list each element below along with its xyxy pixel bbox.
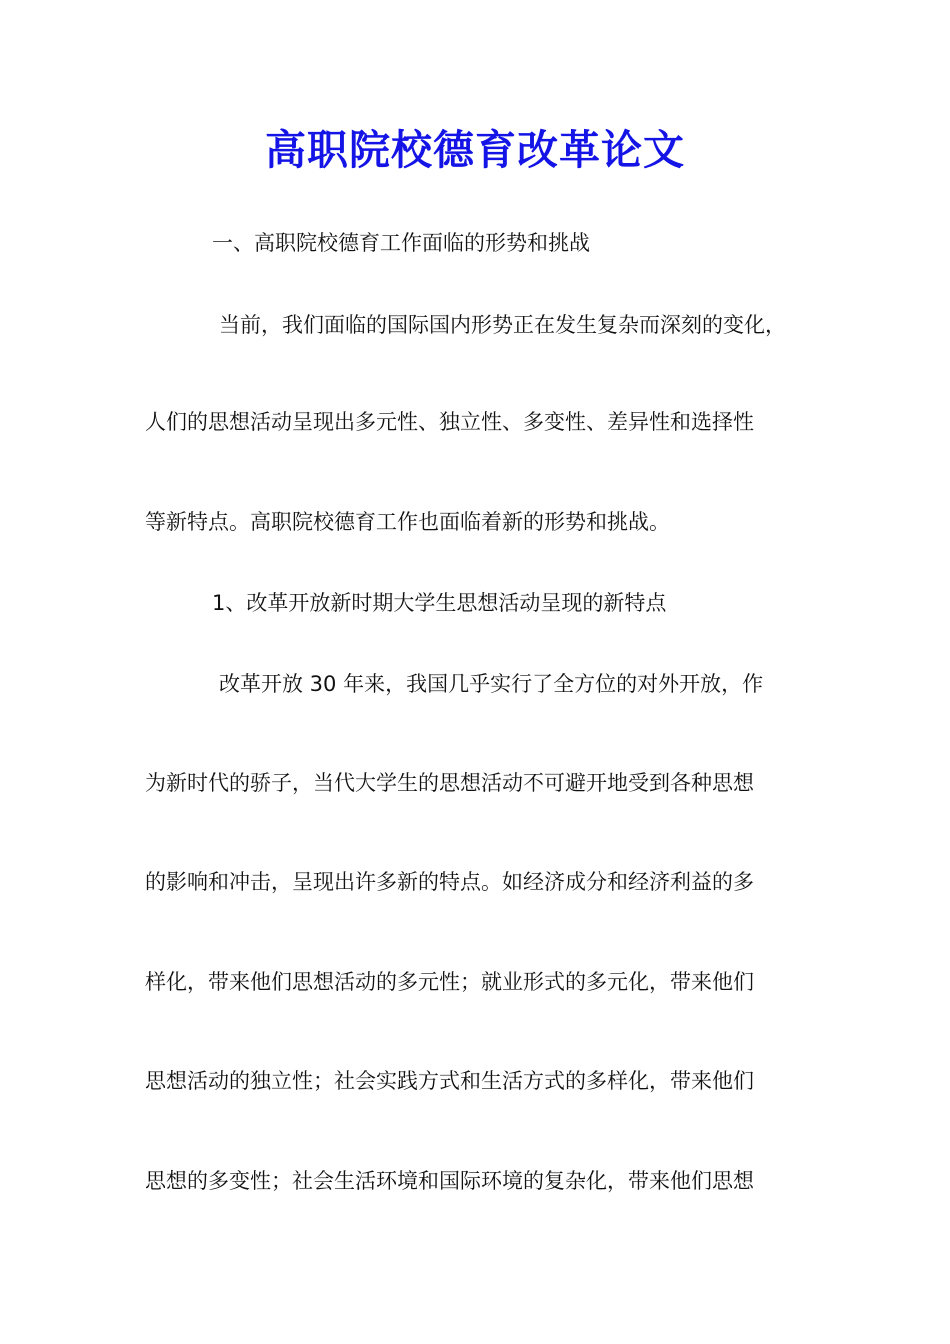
paragraph-line: 等新特点。高职院校德育工作也面临着新的形势和挑战。: [145, 510, 670, 534]
paragraph-line: 当前，我们面临的国际国内形势正在发生复杂而深刻的变化，: [219, 313, 786, 337]
subheading: 1、改革开放新时期大学生思想活动呈现的新特点: [212, 591, 667, 615]
paragraph-line: 思想活动的独立性；社会实践方式和生活方式的多样化，带来他们: [145, 1069, 754, 1093]
paragraph-line: 人们的思想活动呈现出多元性、独立性、多变性、差异性和选择性: [145, 410, 754, 434]
paragraph-line: 为新时代的骄子，当代大学生的思想活动不可避开地受到各种思想: [145, 771, 754, 795]
section-heading: 一、高职院校德育工作面临的形势和挑战: [212, 231, 590, 255]
paragraph-line: 改革开放 30 年来，我国几乎实行了全方位的对外开放，作: [219, 672, 764, 696]
paragraph-line: 的影响和冲击，呈现出许多新的特点。如经济成分和经济利益的多: [145, 870, 754, 894]
paragraph-line: 样化，带来他们思想活动的多元性；就业形式的多元化，带来他们: [145, 970, 754, 994]
paragraph-line: 思想的多变性；社会生活环境和国际环境的复杂化，带来他们思想: [145, 1169, 754, 1193]
document-title: 高职院校德育改革论文: [265, 126, 685, 174]
